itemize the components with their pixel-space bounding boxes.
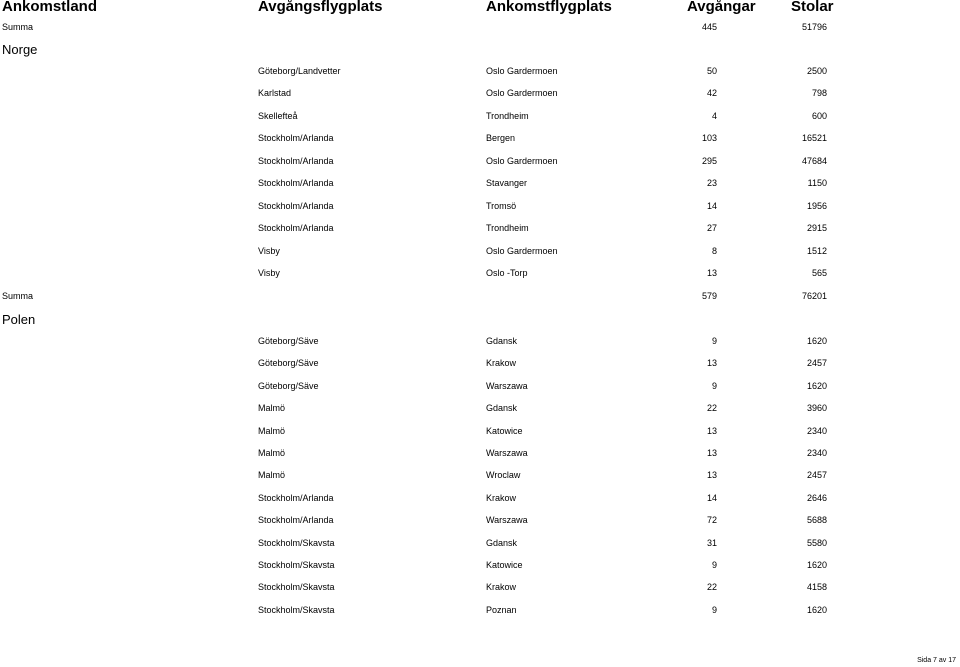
seats-count: 5688 (806, 515, 827, 526)
table-row (0, 379, 960, 393)
departures-count: 9 (711, 560, 717, 570)
departure-airport: Stockholm/Arlanda (258, 178, 334, 189)
seats-count: 2915 (806, 223, 827, 234)
seats-count: 2340 (806, 425, 827, 436)
departure-airport: Stockholm/Arlanda (258, 492, 334, 503)
table-row (0, 244, 960, 258)
departures-count: 13 (706, 268, 717, 279)
seats-count: 798 (811, 88, 827, 99)
seats-count: 1620 (806, 336, 827, 346)
arrival-airport: Krakow (486, 358, 517, 369)
seats-count: 1620 (806, 560, 827, 570)
departures-count: 4 (711, 110, 717, 121)
table-row (0, 513, 960, 527)
seats-count: 1512 (806, 245, 827, 256)
table-row (0, 603, 960, 617)
section-title-polen: Polen (2, 312, 36, 327)
departure-airport: Skellefteå (258, 110, 298, 121)
departure-airport: Stockholm/Arlanda (258, 200, 334, 211)
departure-airport: Stockholm/Skavsta (258, 582, 335, 593)
departure-airport: Malmö (258, 403, 286, 414)
table-row (0, 131, 960, 145)
arrival-airport: Tromsö (486, 200, 517, 211)
table-row (0, 580, 960, 594)
departures-count: 42 (706, 88, 717, 99)
departures-count: 9 (711, 336, 717, 346)
arrival-airport: Oslo Gardermoen (486, 88, 558, 99)
summary-label: Summa (2, 291, 34, 301)
seats-count: 4158 (806, 582, 827, 593)
seats-count: 2646 (806, 492, 827, 503)
header-stolar: Stolar (791, 0, 834, 15)
departures-count: 23 (706, 178, 717, 189)
departures-count: 50 (706, 66, 717, 76)
summary-avgangar: 445 (701, 22, 717, 32)
departure-airport: Visby (258, 268, 280, 279)
arrival-airport: Krakow (486, 582, 517, 593)
seats-count: 1956 (806, 200, 827, 211)
arrival-airport: Krakow (486, 492, 517, 503)
departures-count: 22 (706, 403, 717, 414)
departure-airport: Malmö (258, 470, 286, 481)
seats-count: 2457 (806, 470, 827, 481)
departure-airport: Stockholm/Skavsta (258, 560, 335, 570)
departures-count: 14 (706, 492, 717, 503)
departure-airport: Visby (258, 245, 280, 256)
departures-count: 295 (701, 155, 717, 166)
header-ankomstflygplats: Ankomstflygplats (486, 0, 612, 15)
seats-count: 16521 (801, 133, 827, 144)
arrival-airport: Katowice (486, 425, 523, 436)
departures-count: 27 (706, 223, 717, 234)
arrival-airport: Stavanger (486, 178, 528, 189)
seats-count: 1620 (806, 604, 827, 615)
departure-airport: Malmö (258, 425, 286, 436)
arrival-airport: Wroclaw (486, 470, 521, 481)
departure-airport: Göteborg/Säve (258, 336, 319, 346)
seats-count: 1150 (807, 178, 827, 189)
departure-airport: Stockholm/Arlanda (258, 515, 334, 526)
summary-stolar: 51796 (801, 22, 827, 32)
table-row (0, 154, 960, 168)
arrival-airport: Poznan (486, 604, 517, 615)
seats-count: 565 (811, 268, 827, 279)
departure-airport: Karlstad (258, 88, 292, 99)
table-row (0, 558, 960, 572)
header-ankomstland: Ankomstland (2, 0, 98, 15)
table-row (0, 109, 960, 123)
departures-count: 13 (706, 470, 717, 481)
summary-stolar: 76201 (801, 291, 827, 301)
table-row (0, 266, 960, 280)
table-row (0, 536, 960, 550)
table-row (0, 221, 960, 235)
departure-airport: Göteborg/Säve (258, 380, 319, 391)
table-row (0, 176, 960, 190)
departures-count: 72 (706, 515, 717, 526)
summary-row-total (0, 20, 960, 34)
departure-airport: Malmö (258, 448, 286, 458)
table-row (0, 491, 960, 505)
seats-count: 600 (811, 110, 827, 121)
departure-airport: Göteborg/Säve (258, 358, 319, 369)
seats-count: 2500 (806, 66, 827, 76)
departures-count: 31 (706, 537, 717, 548)
departures-count: 22 (706, 582, 717, 593)
arrival-airport: Trondheim (486, 223, 529, 234)
header-avgangsflygplats: Avgångsflygplats (258, 0, 383, 15)
arrival-airport: Bergen (486, 133, 516, 144)
departure-airport: Stockholm/Skavsta (258, 537, 335, 548)
arrival-airport: Gdansk (486, 403, 518, 414)
arrival-airport: Katowice (486, 560, 523, 570)
summary-avgangar: 579 (701, 291, 717, 301)
seats-count: 2457 (806, 358, 827, 369)
departure-airport: Stockholm/Arlanda (258, 133, 334, 144)
arrival-airport: Warszawa (486, 380, 528, 391)
departures-count: 13 (706, 448, 717, 458)
departures-count: 13 (706, 425, 717, 436)
table-row (0, 468, 960, 482)
arrival-airport: Warszawa (486, 515, 528, 526)
departures-count: 9 (711, 604, 717, 615)
arrival-airport: Gdansk (486, 336, 518, 346)
header-avgangar: Avgångar (687, 0, 756, 15)
departures-count: 8 (711, 245, 717, 256)
departure-airport: Stockholm/Arlanda (258, 223, 334, 234)
table-row (0, 446, 960, 460)
arrival-airport: Gdansk (486, 537, 518, 548)
summary-label: Summa (2, 22, 34, 32)
table-row (0, 334, 960, 348)
departure-airport: Göteborg/Landvetter (258, 66, 341, 76)
seats-count: 5580 (806, 537, 827, 548)
seats-count: 1620 (806, 380, 827, 391)
departures-count: 9 (711, 380, 717, 391)
table-row (0, 424, 960, 438)
arrival-airport: Warszawa (486, 448, 528, 458)
arrival-airport: Oslo Gardermoen (486, 155, 558, 166)
table-row (0, 64, 960, 78)
departures-count: 14 (706, 200, 717, 211)
departure-airport: Stockholm/Skavsta (258, 604, 335, 615)
seats-count: 3960 (806, 403, 827, 414)
departures-count: 103 (701, 133, 717, 144)
seats-count: 2340 (806, 448, 827, 458)
arrival-airport: Trondheim (486, 110, 529, 121)
summary-row-norge (0, 289, 960, 303)
departure-airport: Stockholm/Arlanda (258, 155, 334, 166)
table-row (0, 199, 960, 213)
departures-count: 13 (706, 358, 717, 369)
table-row (0, 356, 960, 370)
arrival-airport: Oslo Gardermoen (486, 66, 558, 76)
section-title-norge: Norge (2, 42, 38, 57)
arrival-airport: Oslo -Torp (486, 268, 528, 279)
seats-count: 47684 (801, 155, 827, 166)
page-number: Sida 7 av 17 (917, 657, 956, 664)
table-row (0, 401, 960, 415)
arrival-airport: Oslo Gardermoen (486, 245, 558, 256)
table-row (0, 86, 960, 100)
